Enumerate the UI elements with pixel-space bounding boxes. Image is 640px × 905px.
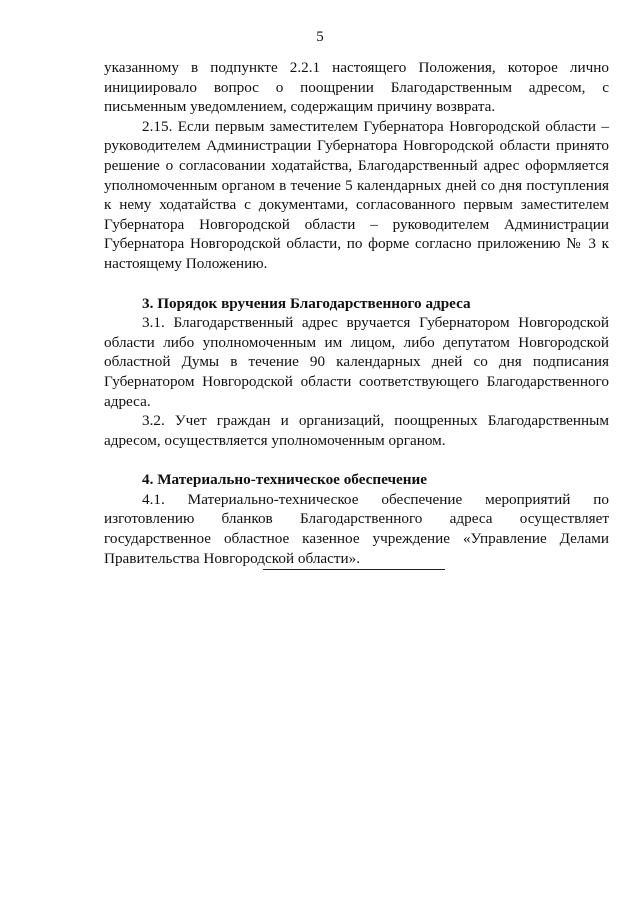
closing-divider bbox=[263, 569, 445, 570]
paragraph-continued: указанному в подпункте 2.2.1 настоящего Положения, которое лично инициировало вопрос о поощрении Благодарственным адресом, с письменным уведомлением, содержащим причину возврата. bbox=[104, 59, 609, 116]
section-heading-3: 3. Порядок вручения Благодарственного адреса bbox=[142, 294, 471, 312]
paragraph-2-15: 2.15. Если первым заместителем Губернатора Новгородской области – руководителем Администрации Губернатора Новгородской области принято решение о согласовании ходатайства, Благодарственный адрес оформляется уполномоченным органом в течение 5 календарных дней со дня поступления к нему ходатайства с документами, согласованного первым заместителем Губернатора Новгородской области – руководителем Администрации Губернатора Новгородской области, по форме согласно приложению № 3 к настоящему Положению. bbox=[104, 117, 609, 272]
paragraph-3-1: 3.1. Благодарственный адрес вручается Губернатором Новгородской области либо уполномоченным им лицом, либо депутатом Новгородской областной Думы в течение 90 календарных дней со дня подписания Губернатором Новгородской области соответствующего Благодарственного адреса. bbox=[104, 314, 609, 410]
paragraph-4-1: 4.1. Материально-техническое обеспечение мероприятий по изготовлению бланков Благодарственного адреса осуществляет государственное областное казенное учреждение «Управление Делами Правительства Новгородской области». bbox=[104, 490, 609, 567]
page-number: 5 bbox=[316, 29, 324, 45]
paragraph-3-2: 3.2. Учет граждан и организаций, поощренных Благодарственным адресом, осуществляется уполномоченным органом. bbox=[104, 412, 609, 449]
document-body bbox=[104, 58, 609, 568]
section-heading-4: 4. Материально-техническое обеспечение bbox=[142, 471, 428, 489]
